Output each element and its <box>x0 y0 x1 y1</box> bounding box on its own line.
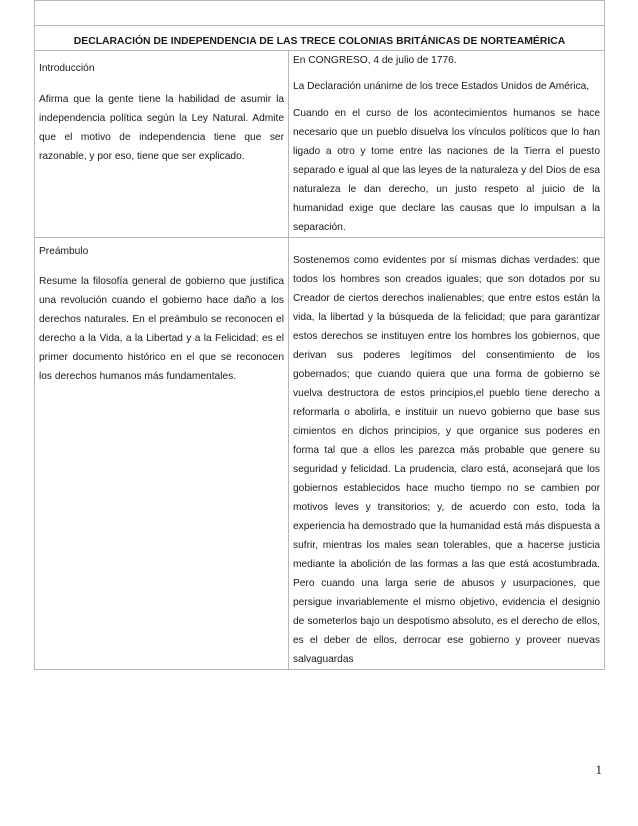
table-row-introduccion <box>35 51 605 238</box>
declaration-subheading: La Declaración unánime de los trece Estados Unidos de América, <box>293 81 590 92</box>
section-text-preambulo: Sostenemos como evidentes por sí mismas dichas verdades: que todos los hombres son creados iguales; que son dotados por su Creador de ciertos derechos inalienables; que entre estos están la vida, la libertad y la búsqueda de la felicidad; que para garantizar estos derechos se instituyen entre los hombres los gobiernos, que derivan sus poderes legítimos del consentimiento de los gobernados; que cuando quiera que una forma de gobierno se vuelva destructora de estos principios,el pueblo tiene derecho a reformarla o abolirla, e instituir un nuevo gobierno que base sus cimientos en dichos principios, y que organice sus poderes en forma tal que a ellos les parezca más probable que genere su seguridad y felicidad. La prudencia, claro está, aconsejará que los gobiernos establecidos hace mucho tiempo no se cambien por motivos leves y transitorios; y, de acuerdo con esto, toda la experiencia ha demostrado que la humanidad está más dispuesta a sufrir, mientras los males sean tolerables, que a hacerse justicia mediante la abolición de las formas a las que está acostumbrada. Pero cuando una larga serie de abusos y usurpaciones, que persigue invariablemente el mismo objetivo, evidencia el designio de someterlos bajo un despotismo absoluto, es el derecho de ellos, es el deber de ellos, derrocar ese gobierno y proveer nuevas salvaguardas <box>293 255 600 665</box>
table-top-spacer-row <box>35 1 605 26</box>
section-summary-introduccion: Afirma que la gente tiene la habilidad de asumir la independencia política según la Ley Natural. Admite que el motivo de independencia tiene que ser razonable, y por eso, tiene que ser explicado. <box>39 94 284 162</box>
page-number: 1 <box>595 762 602 777</box>
content-cell-preambulo <box>289 238 605 670</box>
summary-cell-preambulo <box>35 238 289 670</box>
content-cell-introduccion <box>289 51 605 238</box>
summary-cell-introduccion <box>35 51 289 238</box>
section-text-introduccion: Cuando en el curso de los acontecimientos humanos se hace necesario que un pueblo disuelva los vínculos políticos que lo han ligado a otro y tome entre las naciones de la Tierra el puesto separado e igual al que las leyes de la naturaleza y del Dios de esa naturaleza le dan derecho, un justo respeto al juicio de la humanidad exige que declare las causas que lo impulsan a la separación. <box>293 108 600 233</box>
declaration-table <box>34 0 605 670</box>
section-label-preambulo: Preámbulo <box>39 246 89 257</box>
title-row <box>35 26 605 51</box>
congress-heading: En CONGRESO, 4 de julio de 1776. <box>293 55 457 66</box>
document-title: DECLARACIÓN DE INDEPENDENCIA DE LAS TRECE COLONIAS BRITÁNICAS DE NORTEAMÉRICA <box>35 26 605 51</box>
table-row-preambulo <box>35 238 605 670</box>
section-summary-preambulo: Resume la filosofía general de gobierno que justifica una revolución cuando el gobierno hace daño a los derechos naturales. En el preámbulo se reconocen el derecho a la Vida, a la Libertad y a la Felicidad: es el primer documento histórico en el que se reconocen los derechos humanos más fundamentales. <box>39 276 284 382</box>
empty-header-cell <box>35 1 605 26</box>
section-label-introduccion: Introducción <box>39 63 95 74</box>
